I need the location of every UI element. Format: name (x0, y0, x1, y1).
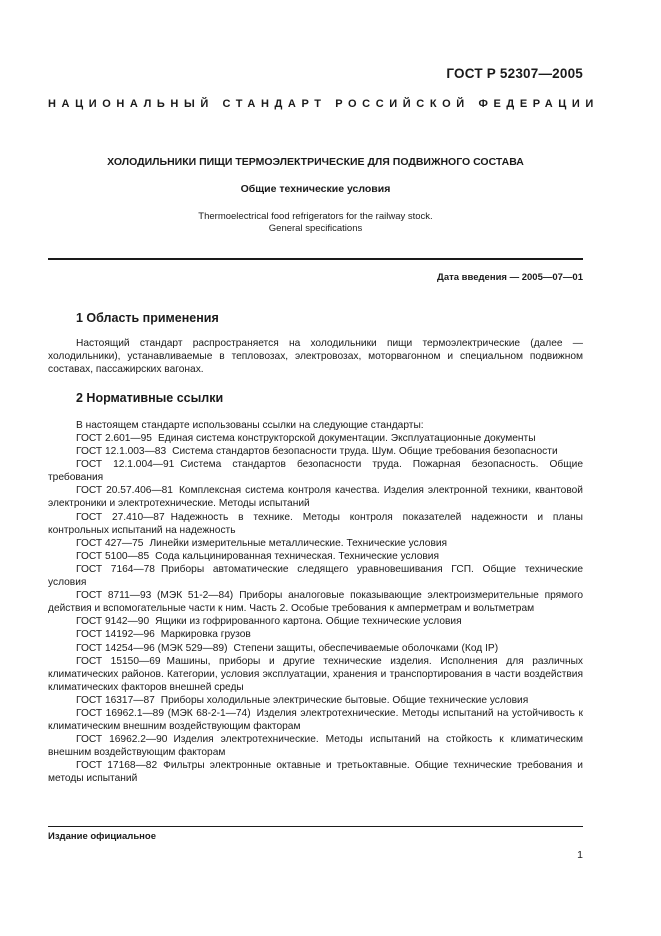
document-code: ГОСТ Р 52307—2005 (446, 66, 583, 81)
reference-title: Фильтры электронные октавные и третьоктавные. Общие технические требования и методы испытаний (48, 760, 583, 785)
english-title-line-1: Thermoelectrical food refrigerators for the railway stock. (198, 211, 433, 222)
introduction-date: Дата введения — 2005—07—01 (437, 272, 583, 283)
reference-code: ГОСТ 12.1.004—91 (76, 459, 175, 471)
reference-item (48, 511, 583, 537)
reference-code: ГОСТ 9142—90 (76, 616, 150, 628)
reference-item (48, 484, 583, 510)
reference-code: ГОСТ 16962.1—89 (МЭК 68-2-1—74) (76, 707, 251, 719)
reference-item (48, 707, 583, 733)
reference-item (48, 589, 583, 615)
section-1-text: Настоящий стандарт распространяется на холодильники пищи термоэлектрические (далее — холодильники), устанавливаемые в тепловозах, электровозах, моторвагонном и специальном подвижном составах, пассажирских вагонах. (48, 338, 583, 376)
national-standard-label: НАЦИОНАЛЬНЫЙ СТАНДАРТ РОССИЙСКОЙ ФЕДЕРАЦИИ (48, 98, 599, 110)
reference-item (48, 628, 583, 641)
reference-item (48, 458, 583, 484)
reference-item (48, 694, 583, 707)
footer-rule (48, 826, 583, 827)
reference-code: ГОСТ 16962.2—90 (76, 734, 168, 746)
reference-title: Система стандартов безопасности труда. Шум. Общие требования безопасности (172, 446, 558, 458)
document-title: ХОЛОДИЛЬНИКИ ПИЩИ ТЕРМОЭЛЕКТРИЧЕСКИЕ ДЛЯ ПОДВИЖНОГО СОСТАВА (107, 156, 524, 168)
reference-title: Машины, приборы и другие технические изделия. Исполнения для различных климатических районов. Категории, условия эксплуатации, хранения и транспортирования в части воздействия климатических факторов внешней среды (48, 655, 583, 693)
section-1-heading: 1 Область применения (76, 311, 219, 325)
reference-code: ГОСТ 15150—69 (76, 655, 161, 667)
reference-code: ГОСТ 17168—82 (76, 760, 158, 772)
page-number: 1 (577, 849, 583, 861)
document-subtitle: Общие технические условия (240, 183, 391, 195)
reference-item (48, 432, 583, 445)
reference-item (48, 655, 583, 694)
reference-title: Система стандартов безопасности труда. Пожарная безопасность. Общие требования (48, 459, 583, 484)
reference-code: ГОСТ 8711—93 (МЭК 51-2—84) (76, 590, 234, 602)
reference-title: Комплексная система контроля качества. Изделия электронной техники, квантовой электроники и электротехнические. Методы испытаний (48, 485, 583, 510)
reference-title: Приборы холодильные электрические бытовые. Общие технические условия (160, 694, 529, 706)
reference-code: ГОСТ 14192—96 (76, 629, 155, 641)
reference-code: ГОСТ 20.57.406—81 (76, 485, 173, 497)
reference-title: Единая система конструкторской документации. Эксплуатационные документы (157, 433, 536, 444)
reference-title: Ящики из гофрированного картона. Общие технические условия (155, 616, 462, 628)
reference-title: Изделия электротехнические. Методы испытаний на устойчивость к климатическим внешним воздействующим факторам (48, 707, 583, 733)
official-edition-label: Издание официальное (48, 831, 156, 842)
reference-code: ГОСТ 12.1.003—83 (76, 446, 167, 458)
reference-title: Степени защиты, обеспечиваемые оболочками (Код IP) (233, 642, 499, 654)
reference-code: ГОСТ 27.410—87 (76, 511, 165, 523)
header-rule (48, 258, 583, 260)
reference-item (48, 615, 583, 628)
english-title-line-2: General specifications (268, 223, 363, 234)
section-2-heading: 2 Нормативные ссылки (76, 391, 224, 405)
normative-references-list (48, 432, 583, 786)
reference-code: ГОСТ 427—75 (76, 537, 144, 549)
reference-code: ГОСТ 14254—96 (МЭК 529—89) (76, 642, 228, 654)
reference-title: Линейки измерительные металлические. Технические условия (149, 537, 448, 549)
reference-code: ГОСТ 5100—85 (76, 550, 150, 562)
reference-title: Сода кальцинированная техническая. Технические условия (155, 550, 439, 562)
reference-title: Надежность в технике. Методы контроля показателей надежности и планы контрольных испытаний на надежность (48, 511, 583, 536)
reference-item (48, 642, 583, 655)
reference-code: ГОСТ 7164—78 (76, 563, 155, 575)
reference-item (48, 759, 583, 785)
reference-title: Маркировка грузов (160, 629, 251, 641)
reference-item (48, 550, 583, 563)
reference-title: Изделия электротехнические. Методы испытаний на стойкость к климатическим внешним воздействующим факторам (48, 734, 583, 759)
reference-code: ГОСТ 2.601—95 (76, 433, 152, 444)
english-title (48, 211, 583, 235)
reference-item (48, 445, 583, 458)
reference-item (48, 563, 583, 589)
reference-title: Приборы аналоговые показывающие электроизмерительные прямого действия и вспомогательные части к ним. Часть 2. Особые требования к амперметрам и вольтметрам (48, 590, 583, 615)
reference-item (48, 733, 583, 759)
section-2-intro: В настоящем стандарте использованы ссылки на следующие стандарты: (76, 420, 424, 431)
reference-item (48, 537, 583, 550)
reference-code: ГОСТ 16317—87 (76, 694, 155, 706)
reference-title: Приборы автоматические следящего уравновешивания ГСП. Общие технические условия (48, 563, 583, 589)
